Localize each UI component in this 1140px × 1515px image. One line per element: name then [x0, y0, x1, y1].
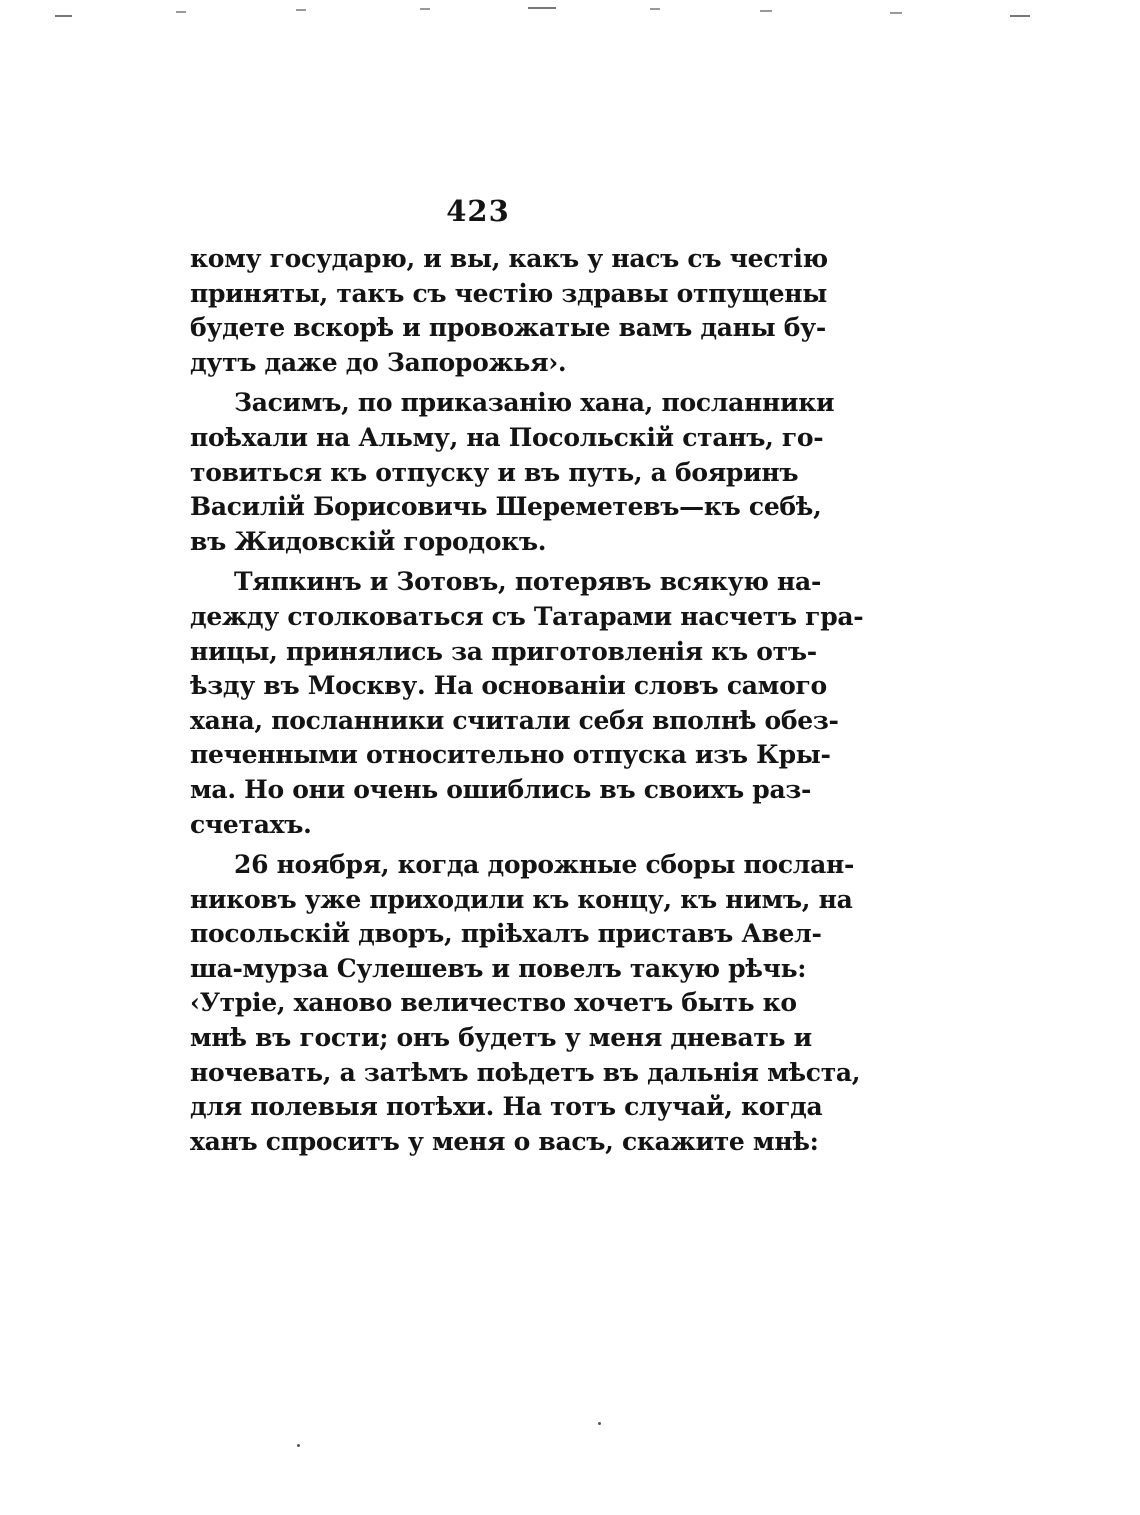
- text-line: Василій Борисовичь Шереметевъ—къ себѣ,: [190, 492, 822, 522]
- text-line: хана, посланники считали себя вполнѣ обез-: [190, 705, 839, 735]
- body-text: [190, 242, 864, 1159]
- scan-edge-marks: [0, 0, 1140, 30]
- page-number: 423: [446, 194, 510, 228]
- text-line: Засимъ, по приказанію хана, посланники: [234, 388, 835, 418]
- text-line: поѣхали на Альму, на Посольскій станъ, го-: [190, 422, 824, 452]
- text-line: приняты, такъ съ честію здравы отпущены: [190, 278, 828, 308]
- text-line: ша-мурза Сулешевъ и повелъ такую рѣчь:: [190, 953, 807, 983]
- text-line: дежду столковаться съ Татарами насчетъ гра-: [190, 601, 864, 631]
- text-line: счетахъ.: [190, 809, 312, 839]
- text-line: печенными относительно отпуска изъ Кры-: [190, 740, 831, 770]
- text-line: ѣзду въ Москву. На основаніи словъ самого: [190, 671, 827, 701]
- text-line: въ Жидовскій городокъ.: [190, 526, 547, 556]
- text-line: товиться къ отпуску и въ путь, а бояринъ: [190, 457, 799, 487]
- text-line: ма. Но они очень ошиблись въ своихъ раз-: [190, 774, 812, 804]
- text-line: мнѣ въ гости; онъ будетъ у меня дневать и: [190, 1023, 812, 1053]
- text-line: никовъ уже приходили къ концу, къ нимъ, на: [190, 884, 853, 914]
- scan-speck: [297, 1444, 300, 1447]
- text-line: посольскій дворъ, пріѣхалъ приставъ Авел-: [190, 919, 822, 949]
- text-line: будете вскорѣ и провожатые вамъ даны бу-: [190, 313, 826, 343]
- text-line: для полевыя потѣхи. На тотъ случай, когда: [190, 1092, 823, 1122]
- text-line: кому государю, и вы, какъ у насъ съ честію: [190, 244, 828, 273]
- text-line: ницы, принялись за приготовленія къ отъ-: [190, 636, 817, 666]
- text-line: Тяпкинъ и Зотовъ, потерявъ всякую на-: [234, 567, 822, 597]
- scan-speck: [598, 1422, 601, 1425]
- text-line: ‹Утріе, ханово величество хочетъ быть ко: [190, 988, 797, 1018]
- text-line: дутъ даже до Запорожья›.: [190, 347, 567, 377]
- text-line: ханъ спроситъ у меня о васъ, скажите мнѣ:: [190, 1126, 819, 1156]
- text-line: ночевать, а затѣмъ поѣдетъ въ дальнія мѣста,: [190, 1057, 861, 1087]
- text-line: 26 ноября, когда дорожные сборы послан-: [234, 850, 855, 880]
